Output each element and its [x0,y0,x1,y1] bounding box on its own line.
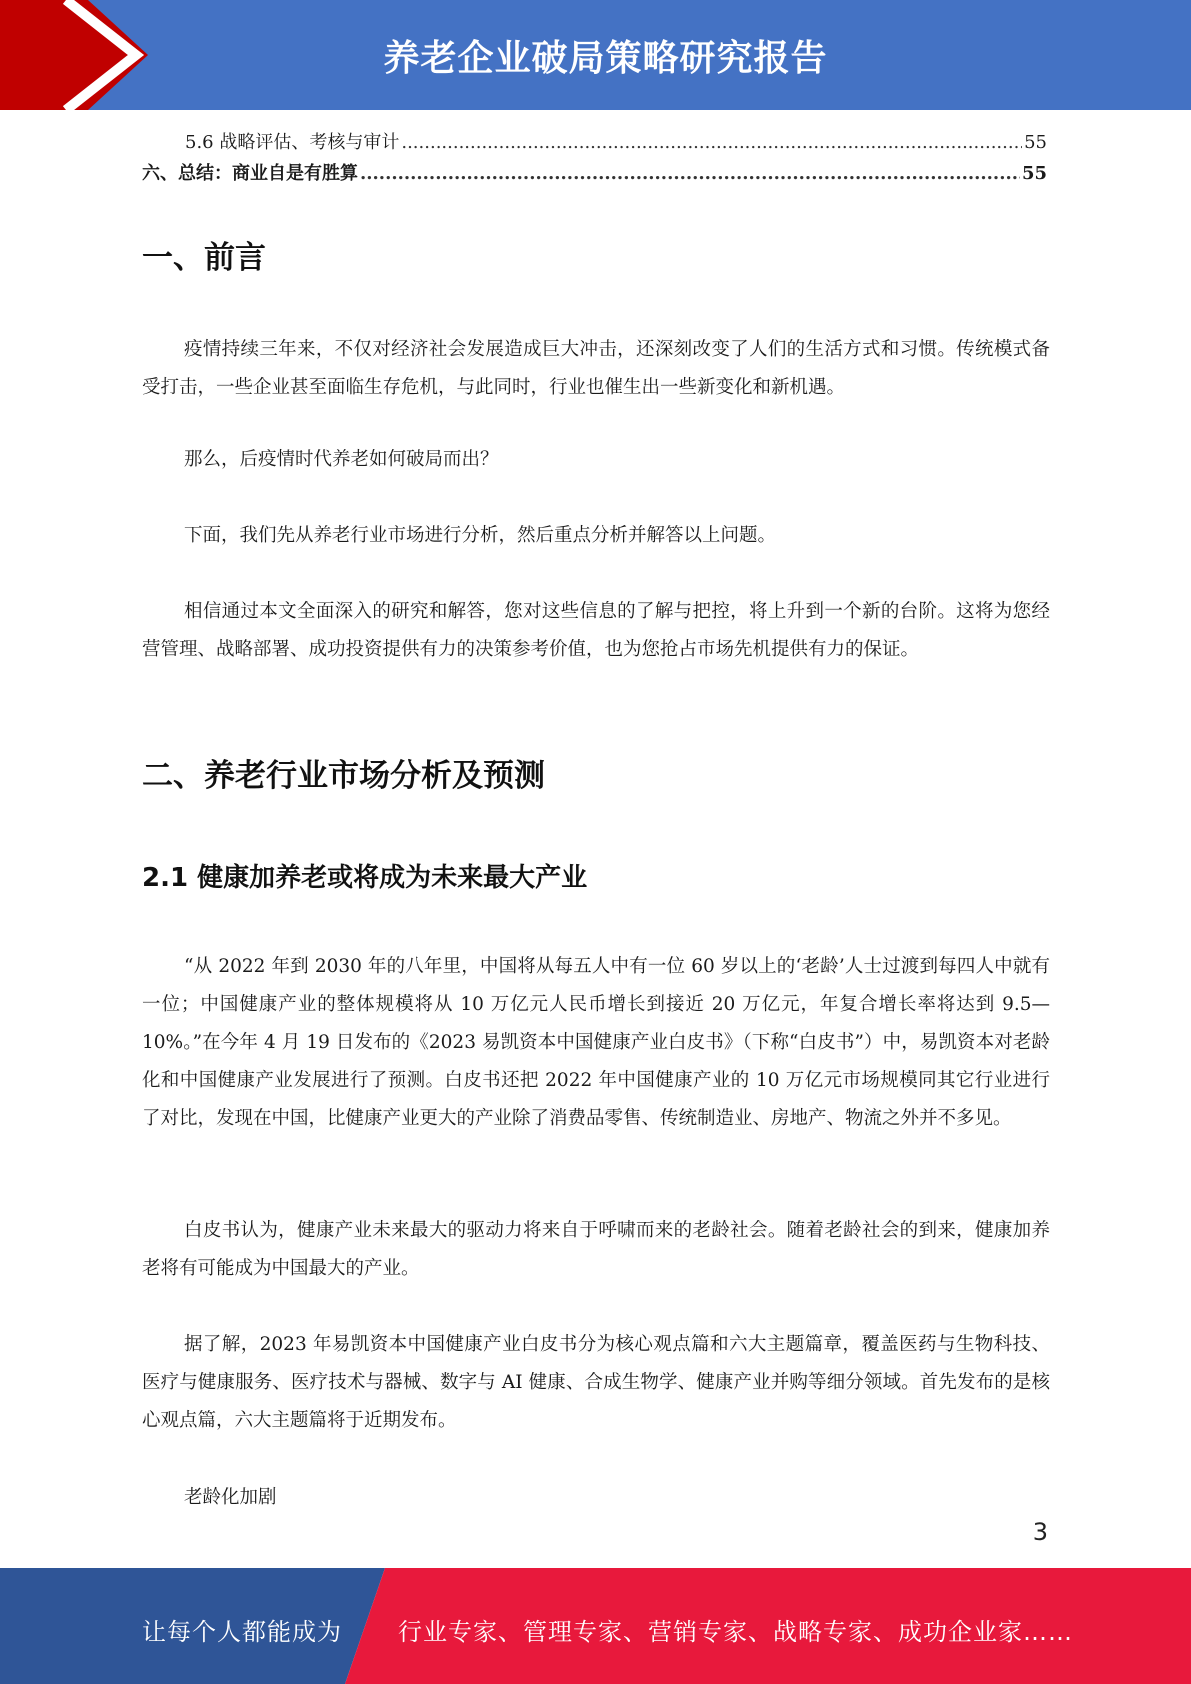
section-heading-intro: 一、前言 [142,240,266,276]
toc-item-label: 六、总结：商业自是有胜算 [142,163,358,184]
toc-item[interactable] [142,159,1047,189]
subsection-heading: 2.1 健康加养老或将成为未来最大产业 [142,863,588,893]
paragraph: 下面，我们先从养老行业市场进行分析，然后重点分析并解答以上问题。 [184,525,777,546]
paragraph: 老龄化加剧 [184,1487,277,1508]
paragraph: 那么，后疫情时代养老如何破局而出？ [184,449,499,470]
header-banner [0,0,1191,110]
toc-item-page: 55 [1024,132,1047,153]
toc-leader-dots [360,159,1020,189]
paragraph: 白皮书认为，健康产业未来最大的驱动力将来自于呼啸而来的老龄社会。随着老龄社会的到来，健康加养老将有可能成为中国最大的产业。 [142,1220,1050,1279]
report-title: 养老企业破局策略研究报告 [383,38,828,79]
footer-slogan-left: 让每个人都能成为 [142,1618,342,1646]
paragraph: 相信通过本文全面深入的研究和解答，您对这些信息的了解与把控，将上升到一个新的台阶。这将为您经营管理、战略部署、成功投资提供有力的决策参考价值，也为您抢占市场先机提供有力的保证。 [142,601,1050,660]
toc-leader-dots [401,128,1022,158]
paragraph: 疫情持续三年来，不仅对经济社会发展造成巨大冲击，还深刻改变了人们的生活方式和习惯。传统模式备受打击，一些企业甚至面临生存危机，与此同时，行业也催生出一些新变化和新机遇。 [142,339,1050,398]
page-number: 3 [1032,1518,1048,1546]
paragraph: “从 2022 年到 2030 年的八年里，中国将从每五人中有一位 60 岁以上的‘老龄’人士过渡到每四人中就有一位；中国健康产业的整体规模将从 10 万亿元人民币增长到接近 20 万亿元，年复合增长率将达到 9.5—10%。”在今年 4 月 19 日发布的《2023 易凯资本中国健康产业白皮书》（下称“白皮书”）中，易凯资本对老龄化和中国健康产业发展进行了预测。白皮书还把 2022 年中国健康产业的 10 万亿元市场规模同其它行业进行了对比，发现在中国，比健康产业更大的产业除了消费品零售、传统制造业、房地产、物流之外并不多见。 [142,956,1050,1129]
toc-item[interactable] [185,128,1047,158]
footer-slogan-right: 行业专家、管理专家、营销专家、战略专家、成功企业家…… [398,1618,1073,1646]
toc-item-page: 55 [1021,163,1047,184]
footer-banner [0,1568,1191,1684]
section-heading-market: 二、养老行业市场分析及预测 [142,758,545,794]
toc-item-label: 5.6 战略评估、考核与审计 [185,132,400,153]
paragraph: 据了解，2023 年易凯资本中国健康产业白皮书分为核心观点篇和六大主题篇章，覆盖医药与生物科技、医疗与健康服务、医疗技术与器械、数字与 AI 健康、合成生物学、健康产业并购等细分领域。首先发布的是核心观点篇，六大主题篇将于近期发布。 [142,1334,1050,1431]
